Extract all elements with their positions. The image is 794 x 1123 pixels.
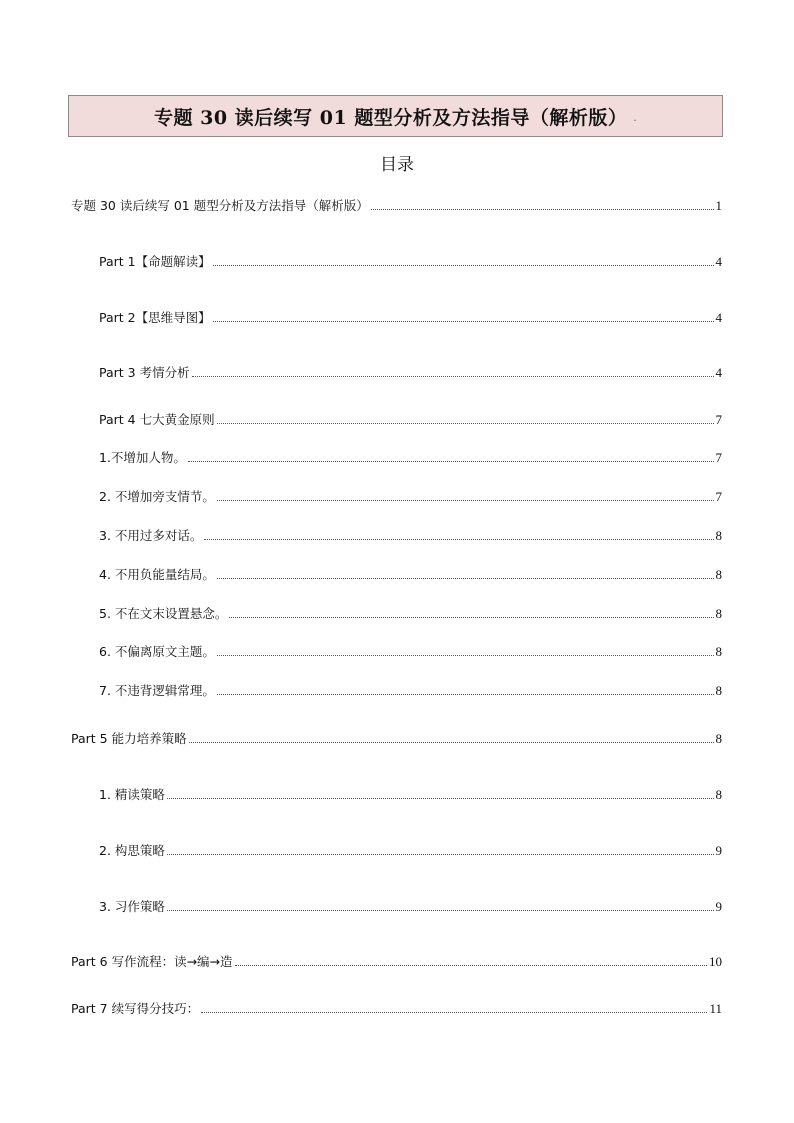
toc-entry-label: Part 5 能力培养策略 bbox=[71, 731, 187, 746]
toc-entry-label: 3. 不用过多对话。 bbox=[99, 528, 203, 543]
toc-leader bbox=[167, 854, 714, 855]
toc-entry-label: Part 7 续写得分技巧： bbox=[71, 1001, 200, 1016]
toc-entry[interactable] bbox=[99, 897, 722, 915]
toc-leader bbox=[217, 694, 714, 695]
toc-entry-page: 7 bbox=[715, 489, 722, 504]
toc-entry-page: 10 bbox=[709, 954, 722, 969]
toc-entry[interactable] bbox=[99, 487, 722, 505]
toc-leader bbox=[167, 798, 714, 799]
toc-leader bbox=[204, 539, 713, 540]
toc-entry-label: 2. 不增加旁支情节。 bbox=[99, 489, 215, 504]
toc-entry-label: Part 3 考情分析 bbox=[99, 365, 190, 380]
toc-entry-page: 4 bbox=[715, 254, 722, 269]
toc-leader bbox=[167, 910, 714, 911]
toc-entry-label: 1.不增加人物。 bbox=[99, 450, 186, 465]
toc-entry-label: 5. 不在文末设置悬念。 bbox=[99, 606, 228, 621]
toc-entry[interactable] bbox=[71, 196, 722, 214]
toc-entry-page: 8 bbox=[715, 731, 722, 746]
toc-entry-page: 4 bbox=[715, 310, 722, 325]
toc-entry[interactable] bbox=[99, 252, 722, 270]
toc-entry-page: 8 bbox=[715, 606, 722, 621]
toc-entry-page: 8 bbox=[715, 683, 722, 698]
toc-entry-label: Part 2【思维导图】 bbox=[99, 310, 211, 325]
toc-entry[interactable] bbox=[99, 448, 722, 466]
toc-entry-page: 1 bbox=[715, 198, 722, 213]
toc-heading: 目录 bbox=[380, 155, 414, 175]
toc-leader bbox=[235, 965, 707, 966]
toc-entry-label: Part 6 写作流程：读→编→造 bbox=[71, 954, 233, 969]
toc-entry[interactable] bbox=[99, 785, 722, 803]
toc-entry[interactable] bbox=[71, 729, 722, 747]
toc-leader bbox=[217, 578, 714, 579]
document-title: 专题 30 读后续写 01 题型分析及方法指导（解析版） bbox=[153, 106, 628, 129]
toc-entry-page: 7 bbox=[715, 412, 722, 427]
toc-entry[interactable] bbox=[99, 308, 722, 326]
toc-entry[interactable] bbox=[71, 999, 722, 1017]
toc-entry[interactable] bbox=[99, 841, 722, 859]
toc-entry-page: 7 bbox=[715, 450, 722, 465]
toc-entry-label: 3. 习作策略 bbox=[99, 899, 165, 914]
toc-leader bbox=[189, 742, 714, 743]
toc-entry-page: 8 bbox=[715, 528, 722, 543]
toc-entry-page: 8 bbox=[715, 644, 722, 659]
toc-entry[interactable] bbox=[99, 363, 722, 381]
toc-leader bbox=[217, 655, 714, 656]
toc-entry-page: 8 bbox=[715, 787, 722, 802]
toc-leader bbox=[213, 321, 714, 322]
toc-entry-label: 7. 不违背逻辑常理。 bbox=[99, 683, 215, 698]
toc-entry-page: 4 bbox=[715, 365, 722, 380]
toc-entry-label: 4. 不用负能量结局。 bbox=[99, 567, 215, 582]
toc-leader bbox=[201, 1012, 707, 1013]
toc-entry[interactable] bbox=[99, 604, 722, 622]
toc-entry[interactable] bbox=[71, 952, 722, 970]
toc-entry-page: 9 bbox=[715, 843, 722, 858]
toc-entry[interactable] bbox=[99, 681, 722, 699]
toc-entry-label: 1. 精读策略 bbox=[99, 787, 165, 802]
toc-leader bbox=[188, 461, 714, 462]
toc-entry-page: 11 bbox=[709, 1001, 722, 1016]
toc-leader bbox=[217, 423, 714, 424]
toc-entry-page: 8 bbox=[715, 567, 722, 582]
toc-leader bbox=[229, 617, 713, 618]
toc-entry-label: 专题 30 读后续写 01 题型分析及方法指导（解析版） bbox=[71, 198, 369, 213]
toc-leader bbox=[217, 500, 714, 501]
toc-entry[interactable] bbox=[99, 410, 722, 428]
toc-entry-label: Part 4 七大黄金原则 bbox=[99, 412, 215, 427]
toc-entry[interactable] bbox=[99, 565, 722, 583]
toc-entry[interactable] bbox=[99, 642, 722, 660]
document-title-box bbox=[68, 95, 723, 137]
toc-entry[interactable] bbox=[99, 526, 722, 544]
title-mark: . bbox=[633, 113, 638, 124]
toc-leader bbox=[371, 209, 714, 210]
toc-entry-page: 9 bbox=[715, 899, 722, 914]
toc-entry-label: 6. 不偏离原文主题。 bbox=[99, 644, 215, 659]
toc-leader bbox=[192, 376, 714, 377]
toc-leader bbox=[213, 265, 714, 266]
toc-entry-label: Part 1【命题解读】 bbox=[99, 254, 211, 269]
toc-entry-label: 2. 构思策略 bbox=[99, 843, 165, 858]
